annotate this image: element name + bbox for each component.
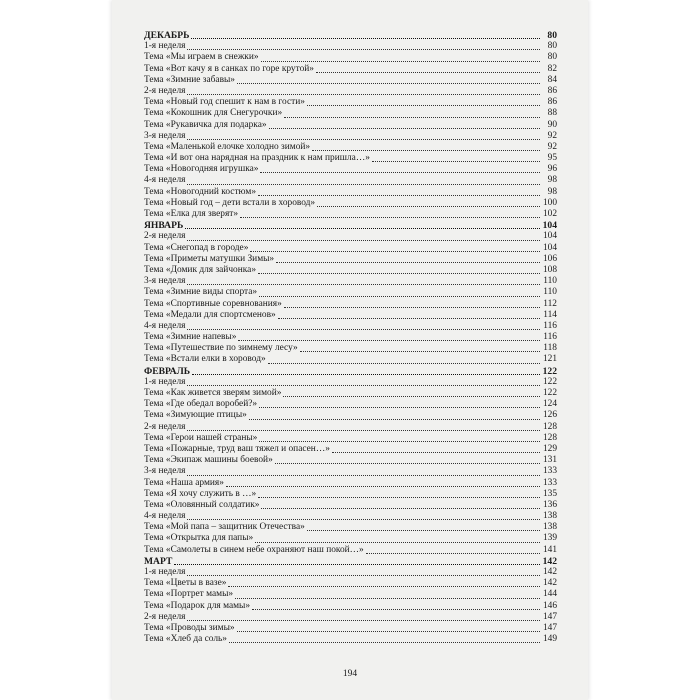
toc-section <box>144 220 557 231</box>
dot-leader <box>307 105 540 106</box>
toc-entry-page: 124 <box>542 399 557 410</box>
toc-entry-page: 96 <box>547 164 557 175</box>
dot-leader <box>229 642 540 643</box>
toc-entry <box>144 399 557 410</box>
dot-leader <box>276 262 540 263</box>
toc-entry <box>144 142 557 153</box>
toc-entry-title: Тема «Самолеты в синем небе охраняют наш покой…» <box>144 544 364 555</box>
toc-entry-title: Тема «Снегопад в городе» <box>144 242 249 253</box>
toc-entry-page: 114 <box>543 309 557 320</box>
toc-entry-title: Тема «Наша армия» <box>144 477 224 488</box>
toc-week <box>144 567 557 578</box>
toc-entry-title: 4-я неделя <box>144 175 186 186</box>
toc-week <box>144 276 557 287</box>
toc-week <box>144 175 557 186</box>
toc-entry-page: 142 <box>542 555 557 567</box>
dot-leader <box>249 419 540 420</box>
toc-entry-page: 126 <box>542 410 557 421</box>
toc-week <box>144 466 557 477</box>
toc-entry-page: 133 <box>542 477 557 488</box>
toc-entry-page: 142 <box>542 567 557 577</box>
dot-leader <box>258 195 540 196</box>
dot-leader <box>307 530 540 531</box>
toc-week <box>144 86 557 97</box>
toc-entry <box>144 209 557 220</box>
toc-entry-page: 149 <box>542 634 557 645</box>
toc-entry <box>144 310 557 321</box>
toc-entry-title: 4-я неделя <box>144 511 186 522</box>
toc-entry-title: Тема «Портрет мамы» <box>144 589 234 600</box>
toc-entry-title: Тема «Проводы зимы» <box>144 622 235 633</box>
toc-week <box>144 231 557 242</box>
toc-entry <box>144 187 557 198</box>
toc-entry-title: Тема «Пожарные, труд ваш тяжел и опасен…» <box>144 443 330 454</box>
toc-entry <box>144 601 557 612</box>
toc-entry-title: Тема «Путешествие по зимнему лесу» <box>144 343 298 354</box>
toc-entry-page: 131 <box>542 455 557 466</box>
toc-entry-page: 98 <box>547 186 557 197</box>
toc-entry-page: 144 <box>542 589 557 600</box>
toc-entry-title: Тема «Рукавичка для подарка» <box>144 119 267 130</box>
toc-entry-title: МАРТ <box>144 555 173 567</box>
toc-entry-page: 121 <box>542 354 557 365</box>
dot-leader <box>192 374 540 375</box>
toc-entry-title: 4-я неделя <box>144 320 186 331</box>
toc-entry <box>144 500 557 511</box>
toc-entry-title: Тема «Открытка для папы» <box>144 533 254 544</box>
toc-entry-title: Тема «Как живется зверям зимой» <box>144 388 282 398</box>
toc-section <box>144 556 557 567</box>
toc-entry <box>144 433 557 444</box>
toc-week <box>144 131 557 142</box>
toc-entry-page: 136 <box>542 499 557 510</box>
toc-section <box>144 366 557 377</box>
toc-entry-title: Тема «Кокошник для Снегурочки» <box>144 108 283 119</box>
toc-entry <box>144 97 557 108</box>
dot-leader <box>187 139 540 140</box>
dot-leader <box>187 620 540 621</box>
toc-entry-title: Тема «Новогодний костюм» <box>144 186 257 197</box>
toc-entry-title: Тема «Хлеб да соль» <box>144 634 227 645</box>
toc-entry-title: Тема «Мой папа – защитник Отечества» <box>144 522 305 533</box>
toc-entry <box>144 254 557 265</box>
dot-leader <box>283 396 540 397</box>
toc-entry-title: ДЕКАБРЬ <box>144 30 190 41</box>
dot-leader <box>317 206 540 207</box>
toc-entry-page: 116 <box>543 320 557 331</box>
page-number: 194 <box>342 669 358 679</box>
toc-entry-page: 147 <box>542 611 557 622</box>
toc-entry-page: 106 <box>542 253 557 264</box>
dot-leader <box>261 61 540 62</box>
dot-leader <box>226 486 540 487</box>
toc-entry <box>144 623 557 634</box>
toc-entry-page: 82 <box>547 63 557 74</box>
toc-entry-page: 104 <box>542 242 557 253</box>
dot-leader <box>259 441 540 442</box>
dot-leader <box>250 251 540 252</box>
dot-leader <box>238 340 540 341</box>
toc-entry-title: Тема «Мы играем в снежки» <box>144 52 259 63</box>
toc-entry-title: Тема «Зимние забавы» <box>144 74 235 85</box>
toc-entry-page: 110 <box>543 276 557 287</box>
toc-entry <box>144 634 557 645</box>
toc-entry-title: 2-я неделя <box>144 85 186 96</box>
toc-entry <box>144 522 557 533</box>
toc-entry-page: 86 <box>547 97 557 108</box>
toc-section <box>144 30 557 41</box>
toc-entry <box>144 164 557 175</box>
dot-leader <box>268 363 540 364</box>
toc-entry-page: 110 <box>543 287 557 298</box>
dot-leader <box>187 430 540 431</box>
toc-entry-title: 3-я неделя <box>144 276 186 287</box>
toc-entry <box>144 489 557 500</box>
toc-week <box>144 422 557 433</box>
table-of-contents <box>144 30 557 645</box>
dot-leader <box>187 385 540 386</box>
toc-entry <box>144 354 557 365</box>
toc-entry <box>144 265 557 276</box>
toc-entry-page: 104 <box>542 231 557 242</box>
toc-entry <box>144 64 557 75</box>
toc-week <box>144 321 557 332</box>
dot-leader <box>260 172 540 173</box>
toc-entry <box>144 343 557 354</box>
toc-entry-page: 128 <box>542 421 557 432</box>
toc-entry-page: 80 <box>547 30 557 41</box>
toc-entry <box>144 120 557 131</box>
toc-entry-title: Тема «Герои нашей страны» <box>144 432 258 443</box>
toc-entry-title: Тема «Зимующие птицы» <box>144 410 247 421</box>
dot-leader <box>228 586 540 587</box>
toc-entry-title: ЯНВАРЬ <box>144 220 184 232</box>
toc-entry-page: 128 <box>542 432 557 443</box>
dot-leader <box>316 72 540 73</box>
toc-entry-title: Тема «Экипаж машины боевой» <box>144 455 273 466</box>
toc-entry-title: 1-я неделя <box>144 376 186 387</box>
toc-entry-title: Тема «Встали елки в хоровод» <box>144 354 266 365</box>
toc-entry <box>144 388 557 399</box>
toc-entry-title: Тема «Маленькой елочке холодно зимой» <box>144 141 311 152</box>
toc-entry-title: Тема «Медали для спортсменов» <box>144 309 276 320</box>
dot-leader <box>300 351 540 352</box>
toc-entry-page: 100 <box>542 197 557 208</box>
dot-leader <box>185 228 540 229</box>
toc-entry-title: Тема «Приметы матушки Зимы» <box>144 253 275 264</box>
dot-leader <box>187 475 540 476</box>
toc-entry-page: 142 <box>542 578 557 589</box>
toc-week <box>144 41 557 52</box>
dot-leader <box>187 184 540 185</box>
toc-entry-title: Тема «Спортивные соревнования» <box>144 298 282 309</box>
toc-entry-title: Тема «Домик для зайчонка» <box>144 264 257 275</box>
dot-leader <box>366 553 540 554</box>
toc-entry-title: Тема «И вот она нарядная на праздник к нам пришла…» <box>144 153 370 164</box>
toc-entry-page: 122 <box>542 388 557 398</box>
dot-leader <box>187 94 540 95</box>
toc-entry-title: 2-я неделя <box>144 421 186 432</box>
toc-entry-page: 133 <box>542 466 557 477</box>
dot-leader <box>258 273 540 274</box>
toc-entry <box>144 545 557 556</box>
toc-entry <box>144 243 557 254</box>
toc-entry-title: Тема «Подарок для мамы» <box>144 600 251 611</box>
toc-entry-title: 3-я неделя <box>144 466 186 477</box>
toc-entry <box>144 444 557 455</box>
toc-entry <box>144 108 557 119</box>
toc-entry-title: Тема «Цветы в вазе» <box>144 578 227 589</box>
toc-entry-page: 138 <box>542 511 557 522</box>
toc-entry-page: 80 <box>547 41 557 52</box>
dot-leader <box>255 542 540 543</box>
dot-leader <box>269 128 540 129</box>
dot-leader <box>261 508 540 509</box>
dot-leader <box>174 564 540 565</box>
toc-week <box>144 511 557 522</box>
toc-entry <box>144 198 557 209</box>
toc-entry-page: 80 <box>547 52 557 63</box>
dot-leader <box>332 452 540 453</box>
toc-entry-page: 108 <box>542 264 557 275</box>
toc-entry-page: 122 <box>542 376 557 387</box>
dot-leader <box>235 598 540 599</box>
toc-entry-page: 112 <box>543 298 557 309</box>
toc-entry-page: 88 <box>547 108 557 119</box>
toc-entry-title: 2-я неделя <box>144 611 186 622</box>
toc-entry <box>144 153 557 164</box>
toc-entry <box>144 332 557 343</box>
dot-leader <box>187 49 540 50</box>
dot-leader <box>372 161 540 162</box>
dot-leader <box>237 631 540 632</box>
dot-leader <box>284 117 540 118</box>
toc-entry-title: 1-я неделя <box>144 41 186 52</box>
toc-entry <box>144 287 557 298</box>
dot-leader <box>275 463 540 464</box>
toc-entry-page: 118 <box>543 343 557 354</box>
toc-entry-page: 141 <box>542 544 557 555</box>
toc-entry-page: 95 <box>547 153 557 164</box>
toc-week <box>144 377 557 388</box>
dot-leader <box>187 240 540 241</box>
toc-entry-page: 146 <box>542 600 557 611</box>
toc-entry-title: Тема «Где обедал воробей?» <box>144 399 258 410</box>
toc-entry <box>144 589 557 600</box>
toc-entry-title: 3-я неделя <box>144 130 186 141</box>
toc-entry <box>144 578 557 589</box>
book-page <box>112 0 588 700</box>
toc-entry-page: 92 <box>547 130 557 141</box>
toc-entry-title: Тема «Я хочу служить в …» <box>144 488 257 499</box>
toc-entry-title: Тема «Вот качу я в санках по горе крутой» <box>144 63 314 74</box>
toc-entry-page: 139 <box>542 533 557 544</box>
toc-entry-page: 90 <box>547 119 557 130</box>
toc-entry-title: Тема «Оловянный солдатик» <box>144 499 260 510</box>
toc-entry-title: Тема «Новый год – дети встали в хоровод» <box>144 197 316 208</box>
dot-leader <box>240 217 540 218</box>
dot-leader <box>258 497 540 498</box>
dot-leader <box>312 150 540 151</box>
dot-leader <box>187 519 540 520</box>
toc-entry-page: 147 <box>542 622 557 633</box>
toc-entry <box>144 75 557 86</box>
toc-entry-page: 122 <box>542 365 557 377</box>
dot-leader <box>259 407 540 408</box>
toc-week <box>144 612 557 623</box>
toc-entry-title: ФЕВРАЛЬ <box>144 365 191 377</box>
toc-entry-page: 98 <box>547 175 557 186</box>
toc-entry-page: 92 <box>547 141 557 152</box>
toc-entry-page: 86 <box>547 85 557 96</box>
dot-leader <box>187 284 540 285</box>
dot-leader <box>237 83 540 84</box>
toc-entry-page: 102 <box>542 209 557 219</box>
toc-entry-title: 2-я неделя <box>144 231 186 242</box>
toc-entry <box>144 410 557 421</box>
toc-entry-page: 129 <box>542 443 557 454</box>
toc-entry <box>144 455 557 466</box>
toc-entry-page: 84 <box>547 74 557 85</box>
dot-leader <box>259 296 540 297</box>
toc-entry-title: Тема «Елка для зверят» <box>144 209 239 219</box>
toc-entry-title: Тема «Зимние виды спорта» <box>144 287 258 298</box>
toc-entry-title: Тема «Новогодняя игрушка» <box>144 164 259 175</box>
toc-entry <box>144 533 557 544</box>
dot-leader <box>278 318 540 319</box>
dot-leader <box>191 38 540 39</box>
toc-entry-page: 104 <box>542 220 557 232</box>
dot-leader <box>187 575 540 576</box>
toc-entry-title: Тема «Зимние напевы» <box>144 332 237 343</box>
toc-entry-page: 138 <box>542 522 557 533</box>
toc-entry <box>144 478 557 489</box>
toc-entry-title: Тема «Новый год спешит к нам в гости» <box>144 97 305 108</box>
toc-entry-page: 116 <box>543 332 557 343</box>
dot-leader <box>187 329 540 330</box>
toc-entry <box>144 52 557 63</box>
toc-entry <box>144 299 557 310</box>
dot-leader <box>284 307 540 308</box>
dot-leader <box>252 609 540 610</box>
toc-entry-title: 1-я неделя <box>144 567 186 577</box>
toc-entry-page: 135 <box>542 488 557 499</box>
